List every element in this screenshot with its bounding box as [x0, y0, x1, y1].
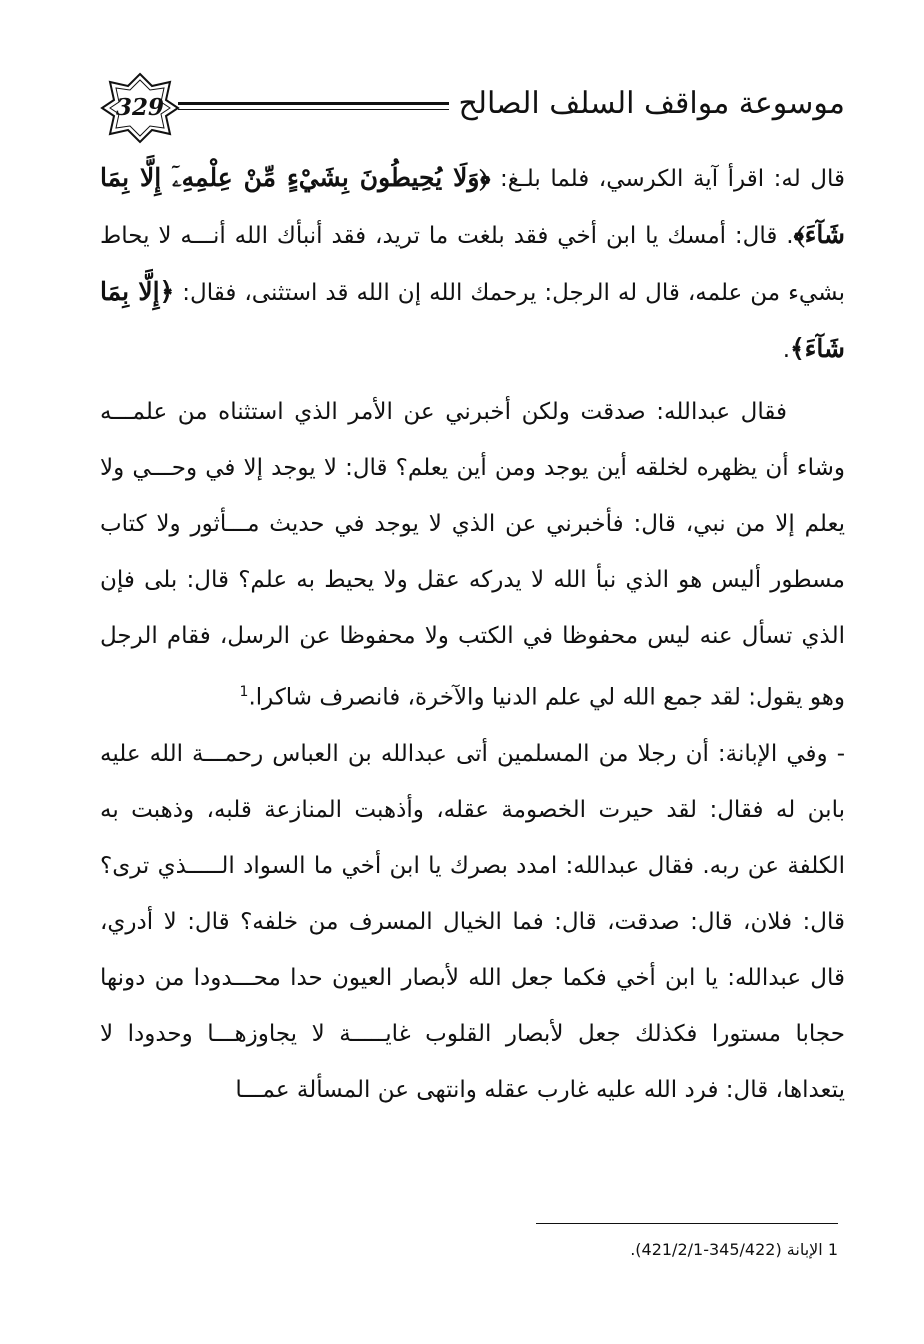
paragraph-3	[100, 726, 845, 1118]
paragraph-1-intro: قال له: اقرأ آية الكرسي، فلما بلـغ:	[490, 166, 845, 192]
footnote-1	[560, 1240, 838, 1259]
paragraph-1-middle: . قال: أمسك يا ابن أخي فقد بلغت ما تريد، فقد أنبأك الله أنـــه لا يحاط بشيء من علمه، قال له الرجل: يرحمك الله إن الله قد استثنى، فقال:	[100, 223, 845, 306]
quran-quote-1: ﴿وَلَا يُحِيطُونَ بِشَيْءٍ مِّنْ عِلْمِهِۦٓ إِلَّا بِمَا شَآءَ﴾	[100, 163, 845, 249]
page-header	[100, 72, 845, 142]
footnote-text: الإبانة (345/422-421/2/1).	[630, 1240, 823, 1259]
footnote-number: 1	[827, 1240, 838, 1259]
footnote-reference[interactable]: 1	[239, 684, 249, 700]
page-number: 329	[115, 94, 164, 121]
book-title: موسوعة مواقف السلف الصالح	[449, 86, 845, 121]
main-text	[100, 150, 845, 1118]
footnote-separator	[536, 1223, 838, 1224]
paragraph-2	[100, 384, 845, 726]
page-number-badge	[100, 72, 180, 144]
paragraph-1-end: .	[782, 337, 791, 363]
paragraph-2-text: فقال عبدالله: صدقت ولكن أخبرني عن الأمر الذي استثناه من علمـــه وشاء أن يظهره لخلقه أين يوجد ومن أين يعلم؟ قال: لا يوجد إلا في وحـــي ولا يعلم إلا من نبي، قال: فأخبرني عن الذي لا يوجد في حديث مـــأثور ولا كتاب مسطور أليس هو الذي نبأ الله لا يدركه عقل ولا يحيط به علم؟ قال: بلى فإن الذي تسأل عنه ليس محفوظا في الكتب ولا محفوظا عن الرسل، فقام الرجل وهو يقول: لقد جمع الله لي علم الدنيا والآخرة، فانصرف شاكرا.	[100, 399, 845, 711]
paragraph-3-text: - وفي الإبانة: أن رجلا من المسلمين أتى عبدالله بن العباس رحمـــة الله عليه بابن له فقال: لقد حيرت الخصومة عقله، وأذهبت المنازعة قلبه، وذهبت به الكلفة عن ربه. فقال عبدالله: امدد بصرك يا ابن أخي ما السواد الـــــذي ترى؟ قال: فلان، قال: صدقت، قال: فما الخيال المسرف من خلفه؟ قال: لا أدري، قال عبدالله: يا ابن أخي فكما جعل الله لأبصار العيون حدا محـــدودا من دونها حجابا مستورا فكذلك جعل لأبصار القلوب غايـــــة لا يجاوزهـــا وحدودا لا يتعداها، قال: فرد الله عليه غارب عقله وانتهى عن المسألة عمـــا	[100, 740, 845, 1103]
quran-quote-2: ﴿إِلَّا بِمَا شَآءَ﴾	[100, 277, 845, 363]
paragraph-1	[100, 150, 845, 378]
